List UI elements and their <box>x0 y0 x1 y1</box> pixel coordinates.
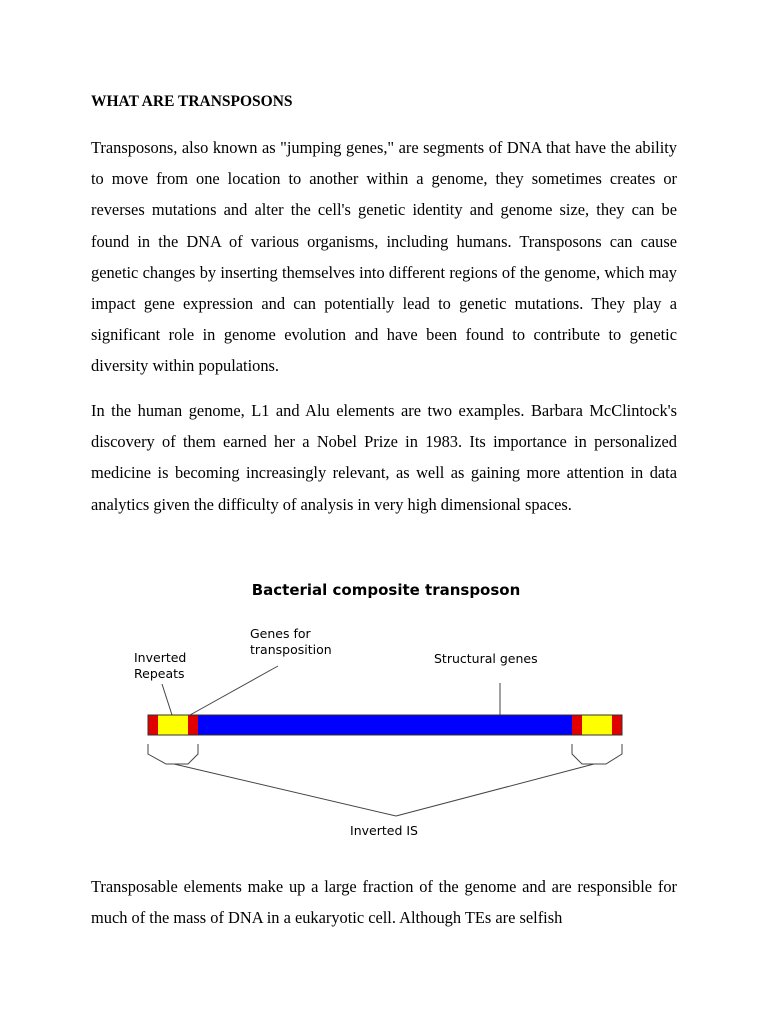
inverted-is-label: Inverted IS <box>350 823 418 838</box>
genes-for-transposition-label-line2: transposition <box>250 642 332 657</box>
paragraph-transposable-elements: Transposable elements make up a large fraction of the genome and are responsible for much of the mass of DNA in a eukaryotic cell. Although TEs are selfish <box>91 877 677 928</box>
diagram-title: Bacterial composite transposon <box>251 581 521 599</box>
left-inverted-repeat <box>148 715 158 735</box>
genes-for-transposition-label-line1: Genes for <box>250 626 311 641</box>
transposon-bar <box>148 715 622 735</box>
left-transposition-gene <box>158 715 188 735</box>
right-brace <box>572 744 622 764</box>
transposon-diagram <box>130 568 630 848</box>
callout-lines <box>162 666 500 715</box>
paragraph-examples: In the human genome, L1 and Alu elements are two examples. Barbara McClintock's discovery of them earned her a Nobel Prize in 1983. Its importance in personalized medicine is becoming increasingly relevant, as well as gaining more attention in data analytics given the difficulty of analysis in very high dimensional spaces. <box>91 401 677 514</box>
left-brace <box>148 744 198 764</box>
left-inverted-repeat-inner <box>188 715 198 735</box>
inverted-is-braces <box>148 744 622 816</box>
right-inverted-repeat <box>612 715 622 735</box>
right-inverted-repeat-inner <box>572 715 582 735</box>
right-transposition-gene <box>582 715 612 735</box>
structural-genes-label: Structural genes <box>434 651 538 666</box>
inverted-repeats-label-line1: Inverted <box>134 650 187 665</box>
inverted-repeats-label-line2: Repeats <box>134 666 185 681</box>
section-heading: WHAT ARE TRANSPOSONS <box>91 93 293 110</box>
paragraph-intro: Transposons, also known as "jumping genes," are segments of DNA that have the ability to move from one location to another within a genome, they sometimes creates or reverses mutations and alter the cell's genetic identity and genome size, they can be found in the DNA of various organisms, including humans. Transposons can cause genetic changes by inserting themselves into different regions of the genome, which may impact gene expression and can potentially lead to genetic mutations. They play a significant role in genome evolution and have been found to contribute to genetic diversity within populations. <box>91 138 677 376</box>
structural-genes-region <box>198 715 572 735</box>
